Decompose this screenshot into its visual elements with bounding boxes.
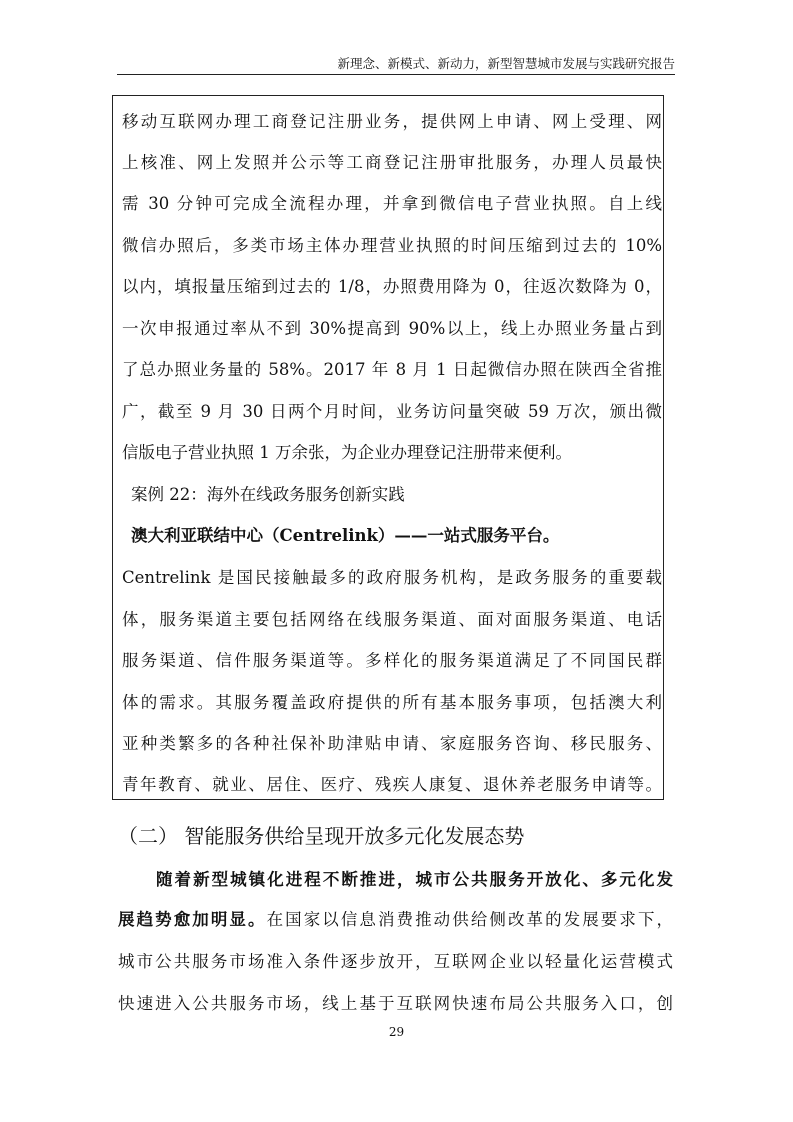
case-label: 案例 22：海外在线政务服务创新实践: [131, 485, 405, 504]
lead-bold-line: 随着新型城镇化进程不断推进，城市公共服务开放化、多元化发: [156, 870, 673, 889]
case-box-line: 以内，填报量压缩到过去的 1/8，办照费用降为 0，往返次数降为 0，: [122, 277, 662, 296]
case-box-line: 微信办照后，多类市场主体办理营业执照的时间压缩到过去的 10%: [122, 236, 662, 255]
page-number: 29: [388, 1025, 405, 1039]
section-heading: （二） 智能服务供给呈现开放多元化发展态势: [118, 824, 525, 848]
case-box-line: 信版电子营业执照 1 万余张，为企业办理登记注册带来便利。: [122, 443, 572, 462]
lead-rest-fragment: 在国家以信息消费推动供给侧改革的发展要求下，: [266, 910, 674, 929]
body-line: 城市公共服务市场准入条件逐步放开，互联网企业以轻量化运营模式: [118, 952, 673, 971]
case-line: 亚种类繁多的各种社保补助津贴申请、家庭服务咨询、移民服务、: [122, 734, 662, 753]
case-box-line: 一次申报通过率从不到 30%提高到 90%以上，线上办照业务量占到: [122, 319, 662, 338]
case-box-line: 移动互联网办理工商登记注册业务，提供网上申请、网上受理、网: [122, 112, 662, 131]
running-header: 新理念、新模式、新动力，新型智慧城市发展与实践研究报告: [337, 56, 675, 71]
case-box-line: 需 30 分钟可完成全流程办理，并拿到微信电子营业执照。自上线: [122, 194, 662, 213]
lead-line: [118, 906, 673, 930]
lead-bold-fragment: 展趋势愈加明显。: [118, 910, 267, 929]
case-line: 体，服务渠道主要包括网络在线服务渠道、面对面服务渠道、电话: [122, 610, 662, 629]
case-title: 澳大利亚联结中心（Centrelink）——一站式服务平台。: [131, 526, 560, 545]
case-box-line: 上核准、网上发照并公示等工商登记注册审批服务，办理人员最快: [122, 153, 662, 172]
case-line: Centrelink 是国民接触最多的政府服务机构，是政务服务的重要载: [122, 568, 662, 587]
header-rule: [117, 74, 675, 75]
case-box-line: 广，截至 9 月 30 日两个月时间，业务访问量突破 59 万次，颁出微: [122, 402, 662, 421]
case-line: 服务渠道、信件服务渠道等。多样化的服务渠道满足了不同国民群: [122, 651, 662, 670]
case-line: 青年教育、就业、居住、医疗、残疾人康复、退休养老服务申请等。: [122, 775, 662, 794]
case-line: 体的需求。其服务覆盖政府提供的所有基本服务事项，包括澳大利: [122, 693, 662, 712]
body-line: 快速进入公共服务市场，线上基于互联网快速布局公共服务入口，创: [118, 994, 673, 1013]
case-box-line: 了总办照业务量的 58%。2017 年 8 月 1 日起微信办照在陕西全省推: [122, 360, 662, 379]
